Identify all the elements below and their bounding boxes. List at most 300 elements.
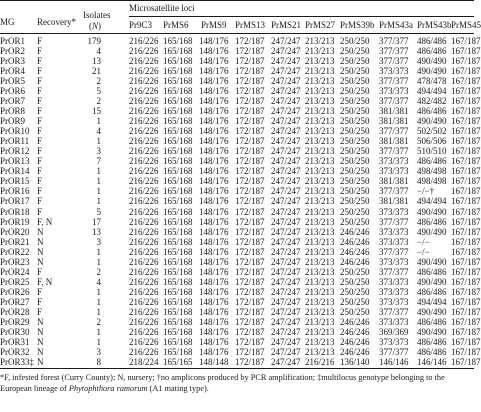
cell-prms21: 247/247 xyxy=(271,146,301,157)
col-header-isolates: Isolates xyxy=(83,10,111,20)
cell-prms39b: 250/250 xyxy=(340,166,370,177)
cell-prms21: 247/247 xyxy=(271,96,301,107)
cell-prms9: 148/176 xyxy=(199,186,229,197)
cell-prms43a: 381/381 xyxy=(379,116,409,127)
cell-prms43a: 373/373 xyxy=(379,286,409,297)
cell-mg: PrOR5 xyxy=(0,76,26,87)
cell-prms13: 172/187 xyxy=(235,206,265,217)
cell-prms27: 213/213 xyxy=(305,206,335,217)
cell-prms45: 167/187 xyxy=(451,46,481,57)
cell-prms21: 247/247 xyxy=(271,106,301,117)
cell-prms43a: 373/373 xyxy=(379,166,409,177)
cell-isolates: 1 xyxy=(96,256,101,267)
cell-prms43a: 373/373 xyxy=(379,316,409,327)
cell-prms43a: 377/377 xyxy=(379,346,409,357)
cell-prms39b: 250/250 xyxy=(340,156,370,167)
cell-prms43a: 373/373 xyxy=(379,66,409,77)
cell-prms39b: 250/250 xyxy=(340,196,370,207)
cell-isolates: 2 xyxy=(96,266,101,277)
cell-prms6: 165/168 xyxy=(163,306,193,317)
cell-prms43b: 490/490 xyxy=(417,226,447,237)
cell-pr9c3: 216/226 xyxy=(129,46,159,57)
cell-recovery: N xyxy=(37,236,44,247)
cell-isolates: 1 xyxy=(96,306,101,317)
cell-prms43a: 381/381 xyxy=(379,136,409,147)
cell-prms6: 165/168 xyxy=(163,266,193,277)
cell-prms39b: 250/250 xyxy=(340,176,370,187)
cell-prms45: 167/187 xyxy=(451,206,481,217)
cell-prms27: 213/213 xyxy=(305,336,335,347)
cell-prms27: 213/213 xyxy=(305,276,335,287)
cell-isolates: 3 xyxy=(96,236,101,247)
table-header-rule xyxy=(0,33,474,34)
cell-recovery: F xyxy=(37,196,43,207)
cell-mg: PrOR24 xyxy=(0,266,30,277)
cell-prms43a: 377/377 xyxy=(379,266,409,277)
cell-recovery: F xyxy=(37,266,43,277)
cell-prms13: 172/187 xyxy=(235,236,265,247)
cell-mg: PrOR10 xyxy=(0,126,30,137)
cell-prms6: 165/168 xyxy=(163,56,193,67)
cell-recovery: F xyxy=(37,166,43,177)
cell-prms43a: 377/377 xyxy=(379,146,409,157)
cell-prms43b: 502/502 xyxy=(417,126,447,137)
cell-mg: PrOR16 xyxy=(0,186,30,197)
cell-prms9: 148/176 xyxy=(199,36,229,46)
cell-prms39b: 246/246 xyxy=(340,326,370,337)
cell-prms43b: 486/486 xyxy=(417,156,447,167)
cell-prms27: 213/213 xyxy=(305,66,335,77)
cell-prms43b: 486/486 xyxy=(417,106,447,117)
col-header-prms43a: PrMS43a xyxy=(379,20,414,30)
cell-prms13: 172/187 xyxy=(235,226,265,237)
cell-prms21: 247/247 xyxy=(271,126,301,137)
cell-prms45: 167/187 xyxy=(451,326,481,337)
cell-isolates: 179 xyxy=(87,36,101,46)
cell-prms45: 167/187 xyxy=(451,126,481,137)
cell-prms27: 213/213 xyxy=(305,56,335,67)
table-top-rule xyxy=(0,0,474,1)
cell-prms43a: 373/373 xyxy=(379,226,409,237)
cell-prms45: 167/187 xyxy=(451,116,481,127)
cell-prms43a: 377/377 xyxy=(379,56,409,67)
cell-isolates: 13 xyxy=(92,56,101,67)
cell-prms43b: 510/510 xyxy=(417,146,447,157)
cell-prms21: 247/247 xyxy=(271,136,301,147)
cell-prms13: 172/187 xyxy=(235,336,265,347)
cell-prms39b: 250/250 xyxy=(340,126,370,137)
cell-prms43b: 486/486 xyxy=(417,346,447,357)
cell-prms27: 213/213 xyxy=(305,266,335,277)
cell-prms39b: 250/250 xyxy=(340,306,370,317)
cell-prms45: 167/187 xyxy=(451,266,481,277)
cell-recovery: N xyxy=(37,246,44,257)
cell-prms39b: 246/246 xyxy=(340,236,370,247)
cell-recovery: F xyxy=(37,136,43,147)
cell-prms45: 167/187 xyxy=(451,106,481,117)
cell-isolates: 1 xyxy=(96,336,101,347)
footnote-line-1: *F, infested forest (Curry County); N, nursery; †no amplicons produced by PCR amplification; ‡multilocus genotype belonging to the xyxy=(0,373,445,382)
cell-prms21: 247/247 xyxy=(271,176,301,187)
cell-prms39b: 246/246 xyxy=(340,246,370,257)
cell-recovery: F xyxy=(37,106,43,117)
cell-prms21: 247/247 xyxy=(271,296,301,307)
cell-prms13: 172/187 xyxy=(235,176,265,187)
cell-prms6: 165/168 xyxy=(163,326,193,337)
cell-prms27: 213/213 xyxy=(305,296,335,307)
cell-prms9: 148/176 xyxy=(199,206,229,217)
cell-pr9c3: 216/226 xyxy=(129,286,159,297)
cell-prms27: 213/213 xyxy=(305,246,335,257)
cell-prms45: 167/187 xyxy=(451,76,481,87)
cell-prms13: 172/187 xyxy=(235,136,265,147)
cell-pr9c3: 216/226 xyxy=(129,146,159,157)
cell-prms21: 247/247 xyxy=(271,226,301,237)
cell-prms39b: 246/246 xyxy=(340,316,370,327)
cell-mg: PrOR32 xyxy=(0,346,30,357)
cell-isolates: 7 xyxy=(96,156,101,167)
cell-isolates: 2 xyxy=(96,76,101,87)
cell-prms45: 167/187 xyxy=(451,56,481,67)
cell-prms43b: 490/490 xyxy=(417,56,447,67)
cell-prms13: 172/187 xyxy=(235,186,265,197)
col-header-prms39b: PrMS39b xyxy=(340,20,375,30)
cell-recovery: N xyxy=(37,346,44,357)
cell-prms39b: 250/250 xyxy=(340,296,370,307)
cell-prms13: 172/187 xyxy=(235,346,265,357)
cell-recovery: N xyxy=(37,336,44,347)
cell-isolates: 1 xyxy=(96,136,101,147)
col-header-mg: MG xyxy=(0,17,15,27)
cell-prms43b: 486/486 xyxy=(417,316,447,327)
cell-prms45: 167/187 xyxy=(451,156,481,167)
cell-prms43a: 373/373 xyxy=(379,336,409,347)
cell-recovery: F, N xyxy=(37,216,53,227)
cell-prms9: 148/176 xyxy=(199,346,229,357)
cell-prms45: 167/187 xyxy=(451,236,481,247)
cell-pr9c3: 216/226 xyxy=(129,216,159,227)
cell-isolates: 2 xyxy=(96,316,101,327)
cell-prms13: 172/187 xyxy=(235,146,265,157)
cell-recovery: F xyxy=(37,76,43,87)
cell-prms6: 165/168 xyxy=(163,196,193,207)
cell-prms45: 167/187 xyxy=(451,66,481,77)
cell-isolates: 5 xyxy=(96,206,101,217)
cell-prms27: 216/216 xyxy=(305,356,335,367)
cell-recovery: N xyxy=(37,326,44,337)
cell-recovery: F xyxy=(37,96,43,107)
cell-prms43a: 373/373 xyxy=(379,236,409,247)
cell-prms9: 148/176 xyxy=(199,76,229,87)
cell-prms27: 213/213 xyxy=(305,116,335,127)
cell-pr9c3: 216/226 xyxy=(129,136,159,147)
cell-prms45: 167/187 xyxy=(451,176,481,187)
cell-prms43a: 377/377 xyxy=(379,96,409,107)
cell-prms43b: 494/494 xyxy=(417,296,447,307)
cell-prms39b: 250/250 xyxy=(340,276,370,287)
cell-recovery: N xyxy=(37,316,44,327)
cell-recovery: F xyxy=(37,206,43,217)
cell-prms6: 165/168 xyxy=(163,96,193,107)
cell-prms21: 247/247 xyxy=(271,116,301,127)
cell-prms13: 172/187 xyxy=(235,156,265,167)
cell-prms39b: 250/250 xyxy=(340,136,370,147)
cell-recovery: N xyxy=(37,256,44,267)
cell-prms45: 167/187 xyxy=(451,346,481,357)
table-bottom-rule xyxy=(0,368,474,369)
cell-prms27: 213/213 xyxy=(305,126,335,137)
col-header-prms45: PrMS45 xyxy=(451,20,481,30)
cell-prms27: 213/213 xyxy=(305,326,335,337)
cell-prms21: 247/247 xyxy=(271,196,301,207)
cell-prms13: 172/187 xyxy=(235,116,265,127)
cell-prms13: 172/187 xyxy=(235,66,265,77)
cell-prms21: 247/247 xyxy=(271,46,301,57)
cell-prms27: 213/213 xyxy=(305,306,335,317)
col-header-prms43b: PrMS43b xyxy=(417,20,452,30)
cell-prms6: 165/168 xyxy=(163,286,193,297)
cell-prms43a: 377/377 xyxy=(379,186,409,197)
cell-prms13: 172/187 xyxy=(235,126,265,137)
cell-mg: PrOR8 xyxy=(0,106,26,117)
cell-pr9c3: 218/224 xyxy=(129,356,159,367)
cell-prms13: 172/187 xyxy=(235,76,265,87)
table-row xyxy=(0,356,481,368)
cell-prms43a: 377/377 xyxy=(379,216,409,227)
cell-prms43a: 381/381 xyxy=(379,196,409,207)
cell-isolates: 4 xyxy=(96,276,101,287)
cell-pr9c3: 216/226 xyxy=(129,166,159,177)
cell-isolates: 1 xyxy=(96,296,101,307)
cell-prms13: 172/187 xyxy=(235,266,265,277)
cell-isolates: 1 xyxy=(96,176,101,187)
cell-prms21: 247/247 xyxy=(271,166,301,177)
cell-prms9: 148/176 xyxy=(199,146,229,157)
cell-prms43b: 486/486 xyxy=(417,46,447,57)
cell-prms45: 167/187 xyxy=(451,276,481,287)
cell-prms6: 165/168 xyxy=(163,46,193,57)
cell-prms39b: 250/250 xyxy=(340,216,370,227)
cell-prms43b: 490/490 xyxy=(417,306,447,317)
cell-pr9c3: 216/226 xyxy=(129,156,159,167)
cell-mg: PrOR28 xyxy=(0,306,30,317)
cell-prms21: 247/247 xyxy=(271,256,301,267)
cell-prms6: 165/168 xyxy=(163,186,193,197)
cell-prms9: 148/176 xyxy=(199,66,229,77)
cell-prms13: 172/187 xyxy=(235,36,265,46)
cell-prms39b: 250/250 xyxy=(340,66,370,77)
cell-prms21: 247/247 xyxy=(271,286,301,297)
cell-prms39b: 250/250 xyxy=(340,46,370,57)
cell-isolates: 2 xyxy=(96,96,101,107)
cell-prms27: 213/213 xyxy=(305,226,335,237)
cell-prms13: 172/187 xyxy=(235,96,265,107)
cell-pr9c3: 216/226 xyxy=(129,316,159,327)
cell-prms43a: 373/373 xyxy=(379,206,409,217)
cell-pr9c3: 216/226 xyxy=(129,176,159,187)
cell-prms6: 165/168 xyxy=(163,346,193,357)
cell-pr9c3: 216/226 xyxy=(129,106,159,117)
cell-prms6: 165/168 xyxy=(163,316,193,327)
footnote-line-2: European lineage of Phytophthora ramorum (A1 mating type). xyxy=(0,383,209,393)
cell-prms21: 247/247 xyxy=(271,186,301,197)
cell-prms21: 247/247 xyxy=(271,76,301,87)
cell-prms43b: 490/490 xyxy=(417,326,447,337)
cell-prms39b: 250/250 xyxy=(340,266,370,277)
col-header-recovery: Recovery* xyxy=(37,17,76,27)
cell-prms27: 213/213 xyxy=(305,76,335,87)
cell-mg: PrOR14 xyxy=(0,166,30,177)
cell-prms21: 247/247 xyxy=(271,276,301,287)
cell-prms21: 247/247 xyxy=(271,206,301,217)
cell-pr9c3: 216/226 xyxy=(129,336,159,347)
cell-prms45: 167/187 xyxy=(451,226,481,237)
cell-prms43a: 373/373 xyxy=(379,276,409,287)
cell-prms21: 247/247 xyxy=(271,356,301,367)
cell-prms21: 247/247 xyxy=(271,346,301,357)
cell-prms43b: 486/486 xyxy=(417,286,447,297)
cell-prms6: 165/168 xyxy=(163,256,193,267)
cell-prms21: 247/247 xyxy=(271,56,301,67)
cell-recovery: F xyxy=(37,296,43,307)
cell-recovery: F xyxy=(37,306,43,317)
cell-mg: PrOR20 xyxy=(0,226,30,237)
cell-prms9: 148/176 xyxy=(199,316,229,327)
cell-prms9: 148/176 xyxy=(199,96,229,107)
cell-prms21: 247/247 xyxy=(271,336,301,347)
cell-prms6: 165/168 xyxy=(163,66,193,77)
cell-prms39b: 250/250 xyxy=(340,96,370,107)
cell-pr9c3: 216/226 xyxy=(129,86,159,97)
cell-prms45: 167/187 xyxy=(451,196,481,207)
cell-prms39b: 250/250 xyxy=(340,106,370,117)
cell-prms9: 148/176 xyxy=(199,166,229,177)
cell-prms39b: 246/246 xyxy=(340,336,370,347)
cell-prms9: 148/176 xyxy=(199,236,229,247)
cell-prms27: 213/213 xyxy=(305,136,335,147)
cell-prms9: 148/176 xyxy=(199,106,229,117)
cell-prms6: 165/168 xyxy=(163,36,193,46)
cell-prms6: 165/168 xyxy=(163,126,193,137)
cell-prms27: 213/213 xyxy=(305,186,335,197)
cell-prms6: 165/168 xyxy=(163,166,193,177)
cell-prms45: 167/187 xyxy=(451,246,481,257)
cell-prms27: 213/213 xyxy=(305,46,335,57)
cell-mg: PrOR13 xyxy=(0,156,30,167)
cell-mg: PrOR29 xyxy=(0,316,30,327)
cell-pr9c3: 216/226 xyxy=(129,36,159,46)
cell-prms45: 167/187 xyxy=(451,216,481,227)
cell-pr9c3: 216/226 xyxy=(129,96,159,107)
cell-recovery: F xyxy=(37,146,43,157)
cell-prms13: 172/187 xyxy=(235,86,265,97)
cell-pr9c3: 216/226 xyxy=(129,116,159,127)
cell-prms6: 165/168 xyxy=(163,176,193,187)
cell-prms45: 167/187 xyxy=(451,86,481,97)
cell-prms27: 213/213 xyxy=(305,286,335,297)
cell-prms6: 165/168 xyxy=(163,76,193,87)
cell-prms27: 213/213 xyxy=(305,176,335,187)
cell-prms6: 165/165 xyxy=(163,356,193,367)
cell-pr9c3: 216/226 xyxy=(129,126,159,137)
cell-recovery: F xyxy=(37,36,43,46)
cell-prms43b: 498/498 xyxy=(417,176,447,187)
cell-mg: PrOR6 xyxy=(0,86,26,97)
cell-prms27: 213/213 xyxy=(305,216,335,227)
cell-isolates: 13 xyxy=(92,226,101,237)
cell-prms6: 165/168 xyxy=(163,156,193,167)
cell-mg: PrOR31 xyxy=(0,336,30,347)
cell-prms6: 165/168 xyxy=(163,216,193,227)
cell-mg: PrOR18 xyxy=(0,206,30,217)
cell-prms43a: 381/381 xyxy=(379,106,409,117)
col-header-prms21: PrMS21 xyxy=(271,20,302,30)
cell-prms45: 167/187 xyxy=(451,166,481,177)
cell-prms9: 148/176 xyxy=(199,86,229,97)
cell-prms45: 167/187 xyxy=(451,296,481,307)
cell-mg: PrOR15 xyxy=(0,176,30,187)
cell-prms6: 165/168 xyxy=(163,276,193,287)
cell-prms43a: 377/377 xyxy=(379,76,409,87)
cell-prms39b: 246/246 xyxy=(340,256,370,267)
cell-prms43a: 377/377 xyxy=(379,46,409,57)
cell-prms6: 165/168 xyxy=(163,106,193,117)
cell-prms45: 167/187 xyxy=(451,286,481,297)
col-header-prms6: PrMS6 xyxy=(163,20,189,30)
cell-pr9c3: 216/226 xyxy=(129,346,159,357)
cell-pr9c3: 216/226 xyxy=(129,326,159,337)
cell-pr9c3: 216/226 xyxy=(129,266,159,277)
cell-isolates: 8 xyxy=(96,356,101,367)
cell-prms45: 167/187 xyxy=(451,146,481,157)
cell-recovery: F xyxy=(37,86,43,97)
cell-prms21: 247/247 xyxy=(271,86,301,97)
cell-prms13: 172/187 xyxy=(235,296,265,307)
cell-prms43a: 373/373 xyxy=(379,156,409,167)
cell-isolates: 3 xyxy=(96,346,101,357)
cell-prms43a: 381/381 xyxy=(379,176,409,187)
cell-prms21: 247/247 xyxy=(271,266,301,277)
cell-prms9: 148/176 xyxy=(199,216,229,227)
cell-pr9c3: 216/226 xyxy=(129,56,159,67)
cell-prms27: 213/213 xyxy=(305,196,335,207)
cell-mg: PrOR17 xyxy=(0,196,30,207)
cell-mg: PrOR4 xyxy=(0,66,26,77)
cell-isolates: 4 xyxy=(96,126,101,137)
cell-prms13: 172/187 xyxy=(235,246,265,257)
cell-prms43b: 486/486 xyxy=(417,36,447,46)
cell-isolates: 1 xyxy=(96,166,101,177)
cell-mg: PrOR12 xyxy=(0,146,30,157)
cell-mg: PrOR26 xyxy=(0,286,30,297)
cell-pr9c3: 216/226 xyxy=(129,276,159,287)
cell-isolates: 15 xyxy=(92,106,101,117)
cell-prms9: 148/176 xyxy=(199,156,229,167)
cell-isolates: 1 xyxy=(96,116,101,127)
cell-prms13: 172/187 xyxy=(235,286,265,297)
cell-mg: PrOR23 xyxy=(0,256,30,267)
cell-prms45: 167/187 xyxy=(451,336,481,347)
cell-prms43b: 490/490 xyxy=(417,206,447,217)
group-header-underline xyxy=(129,16,474,17)
cell-prms13: 172/187 xyxy=(235,216,265,227)
cell-prms21: 247/247 xyxy=(271,66,301,77)
cell-prms43b: −/− xyxy=(417,236,430,247)
cell-mg: PrOR27 xyxy=(0,296,30,307)
cell-prms21: 247/247 xyxy=(271,236,301,247)
cell-prms9: 148/176 xyxy=(199,56,229,67)
col-header-prms27: PrMS27 xyxy=(305,20,336,30)
